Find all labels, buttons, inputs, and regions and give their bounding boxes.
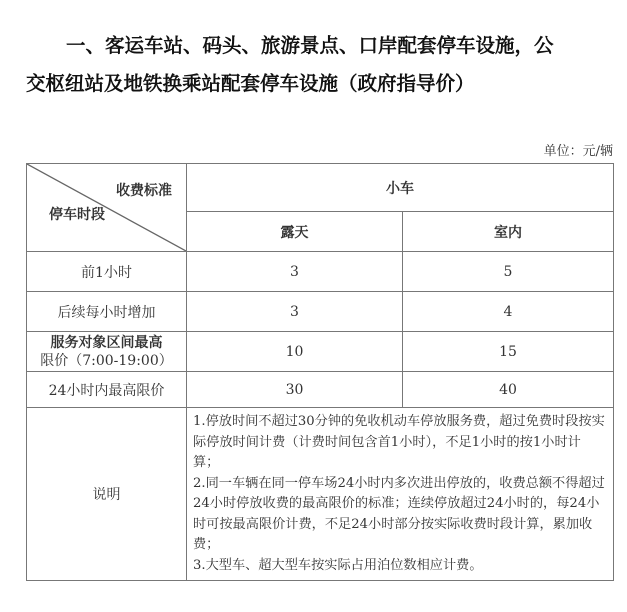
- table-row: [27, 252, 614, 292]
- row-label-line-1: 服务对象区间最高: [50, 334, 163, 351]
- corner-top-label: 收费标准: [116, 183, 172, 199]
- cell-value: 3: [187, 292, 403, 332]
- note-item: 1.停放时间不超过30分钟的免收机动车停放服务费，超过免费时段按实际停放时间计费（计费时间包含首1小时），不足1小时的按1小时计算；: [193, 414, 605, 470]
- row-label: 24小时内最高限价: [27, 372, 187, 408]
- table-row: [27, 372, 614, 408]
- cell-value: 3: [187, 252, 403, 292]
- cell-value: 30: [187, 372, 403, 408]
- table-row: [27, 332, 614, 372]
- group-header-small-car: 小车: [187, 164, 614, 212]
- cell-value: 4: [403, 292, 614, 332]
- corner-header-cell: [27, 164, 187, 252]
- table-row: [27, 292, 614, 332]
- heading-line-2: 交枢纽站及地铁换乘站配套停车设施（政府指导价）: [26, 72, 475, 95]
- notes-cell: [187, 408, 614, 581]
- row-label: [27, 332, 187, 372]
- row-label: 前1小时: [27, 252, 187, 292]
- cell-value: 5: [403, 252, 614, 292]
- cell-value: 15: [403, 332, 614, 372]
- note-item: 2.同一车辆在同一停车场24小时内多次进出停放的，收费总额不得超过24小时停放收费的最高限价的标准；连续停放超过24小时的，每24小时可按最高限价计费，不足24小时部分按实际收费时段计算，累加收费；: [193, 475, 605, 552]
- notes-row: [27, 408, 614, 581]
- cell-value: 10: [187, 332, 403, 372]
- row-label-line-2: 限价（7:00-19:00）: [40, 352, 173, 369]
- heading-line-1: 一、客运车站、码头、旅游景点、口岸配套停车设施，公: [66, 34, 554, 57]
- cell-value: 40: [403, 372, 614, 408]
- note-item: 3.大型车、超大型车按实际占用泊位数相应计费。: [193, 557, 483, 573]
- notes-label: 说明: [27, 408, 187, 581]
- unit-label: 单位：元/辆: [543, 144, 613, 159]
- row-label: 后续每小时增加: [27, 292, 187, 332]
- column-header-indoor: 室内: [403, 212, 614, 252]
- column-header-outdoor: 露天: [187, 212, 403, 252]
- corner-bottom-label: 停车时段: [49, 207, 105, 223]
- parking-fee-table: [26, 163, 614, 581]
